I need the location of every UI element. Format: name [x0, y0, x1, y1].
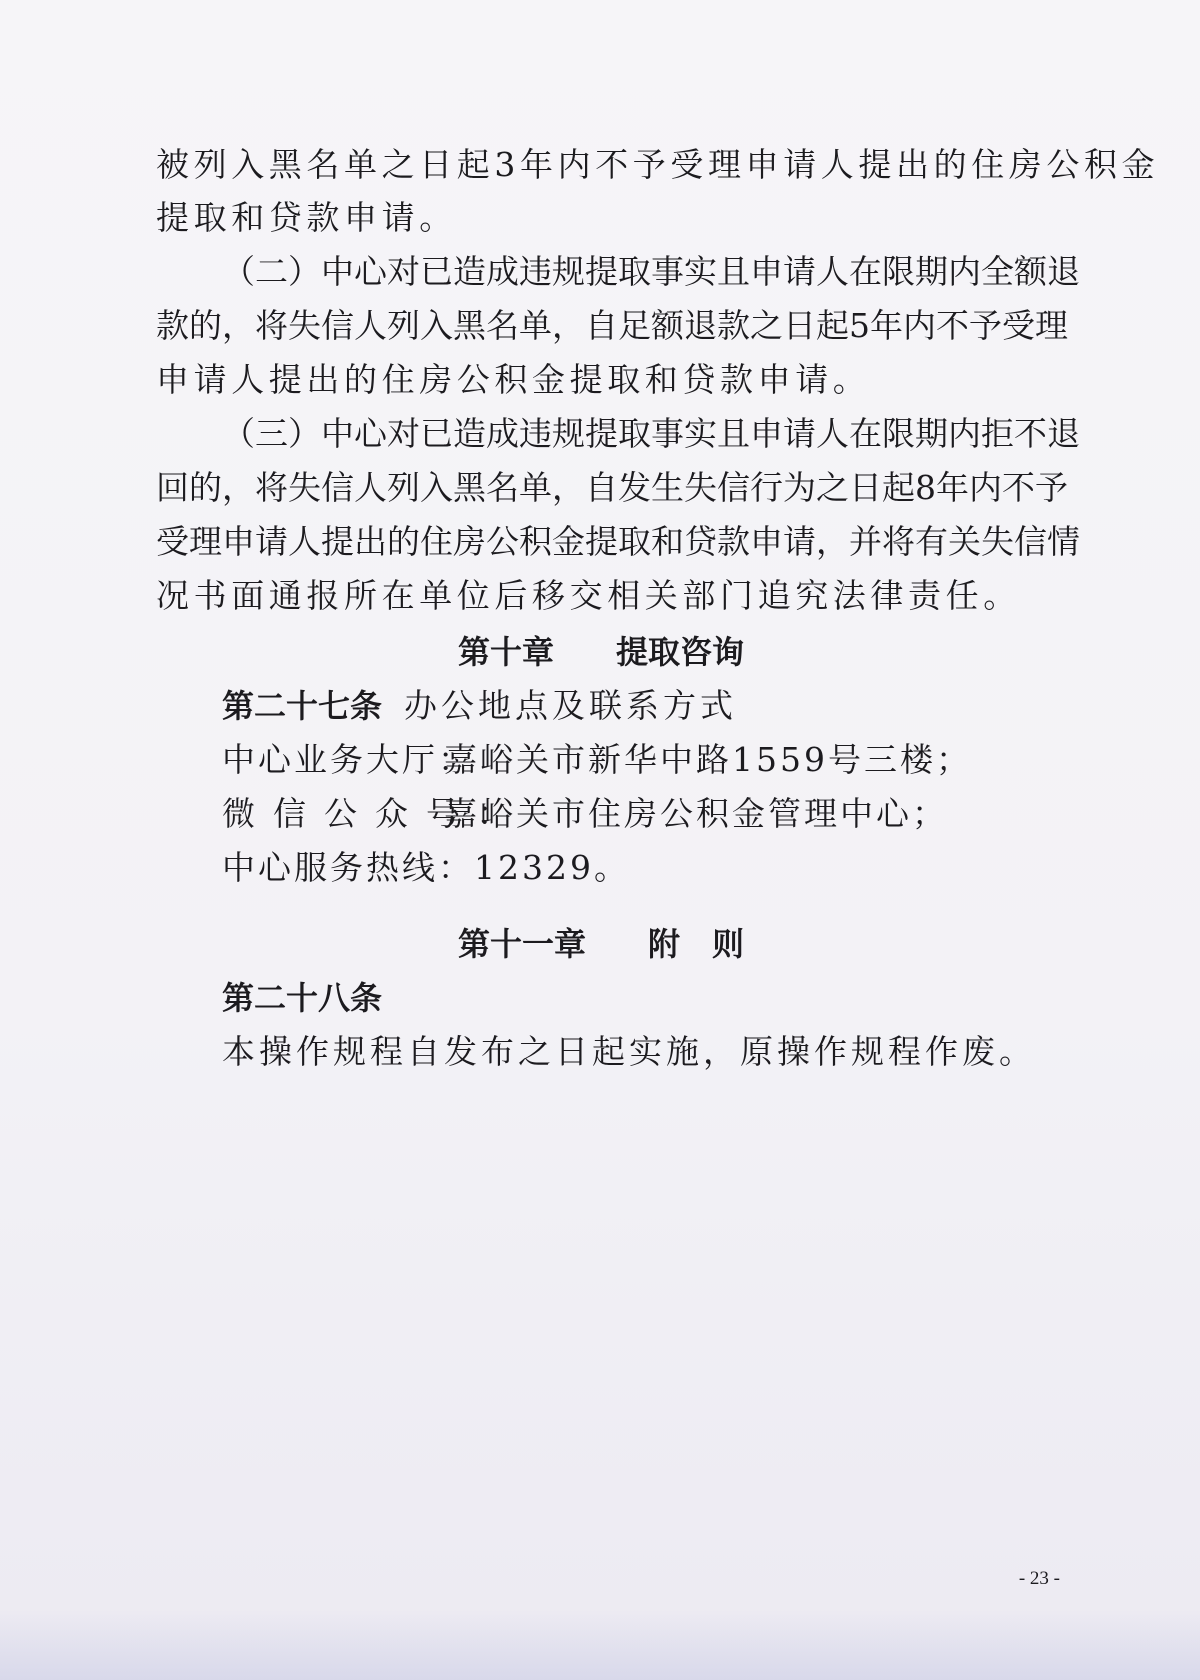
contact-value: 嘉峪关市新华中路1559号三楼； — [444, 740, 972, 779]
body-line-3: （二）中心对已造成违规提取事实且申请人在限期内全额退 — [222, 252, 1080, 291]
body-line-2: 提取和贷款申请。 — [156, 198, 457, 237]
scan-shadow — [0, 1610, 1200, 1680]
chapter-11-number: 第十一章 — [457, 925, 586, 963]
body-line-9: 况书面通报所在单位后移交相关部门追究法律责任。 — [156, 576, 1021, 615]
contact-value: 嘉峪关市住房公积金管理中心； — [444, 794, 948, 833]
chapter-10-title: 提取咨询 — [616, 633, 745, 671]
body-line-5: 申请人提出的住房公积金提取和贷款申请。 — [156, 360, 871, 399]
body-line-8: 受理申请人提出的住房公积金提取和贷款申请，并将有关失信情 — [156, 522, 1080, 561]
body-line-4: 款的，将失信人列入黑名单，自足额退款之日起5年内不予受理 — [156, 306, 1068, 345]
contact-value: 12329。 — [474, 848, 630, 887]
chapter-11-heading — [156, 924, 1046, 964]
contact-label: 中心服务热线： — [222, 848, 474, 887]
contact-service-hall — [222, 740, 972, 780]
article-27-number: 第二十七条 — [222, 687, 383, 725]
body-line-6: （三）中心对已造成违规提取事实且申请人在限期内拒不退 — [222, 414, 1080, 453]
contact-hotline — [222, 848, 630, 888]
contact-wechat — [222, 794, 948, 834]
body-line-7: 回的，将失信人列入黑名单，自发生失信行为之日起8年内不予 — [156, 468, 1068, 507]
article-27-title: 办公地点及联系方式 — [404, 686, 738, 725]
page-number: - 23 - — [1018, 1568, 1060, 1589]
contact-label: 微信公众号： — [222, 794, 528, 833]
contact-label: 中心业务大厅： — [222, 740, 474, 779]
article-28-heading — [222, 978, 382, 1018]
chapter-10-number: 第十章 — [457, 633, 554, 671]
body-line-1: 被列入黑名单之日起3年内不予受理申请人提出的住房公积金 — [156, 145, 1160, 184]
article-28-number: 第二十八条 — [222, 979, 383, 1017]
article-28-text: 本操作规程自发布之日起实施，原操作规程作废。 — [222, 1032, 1036, 1071]
chapter-10-heading — [156, 632, 1046, 672]
chapter-11-title: 附 则 — [648, 925, 745, 963]
article-27-heading — [222, 686, 737, 726]
